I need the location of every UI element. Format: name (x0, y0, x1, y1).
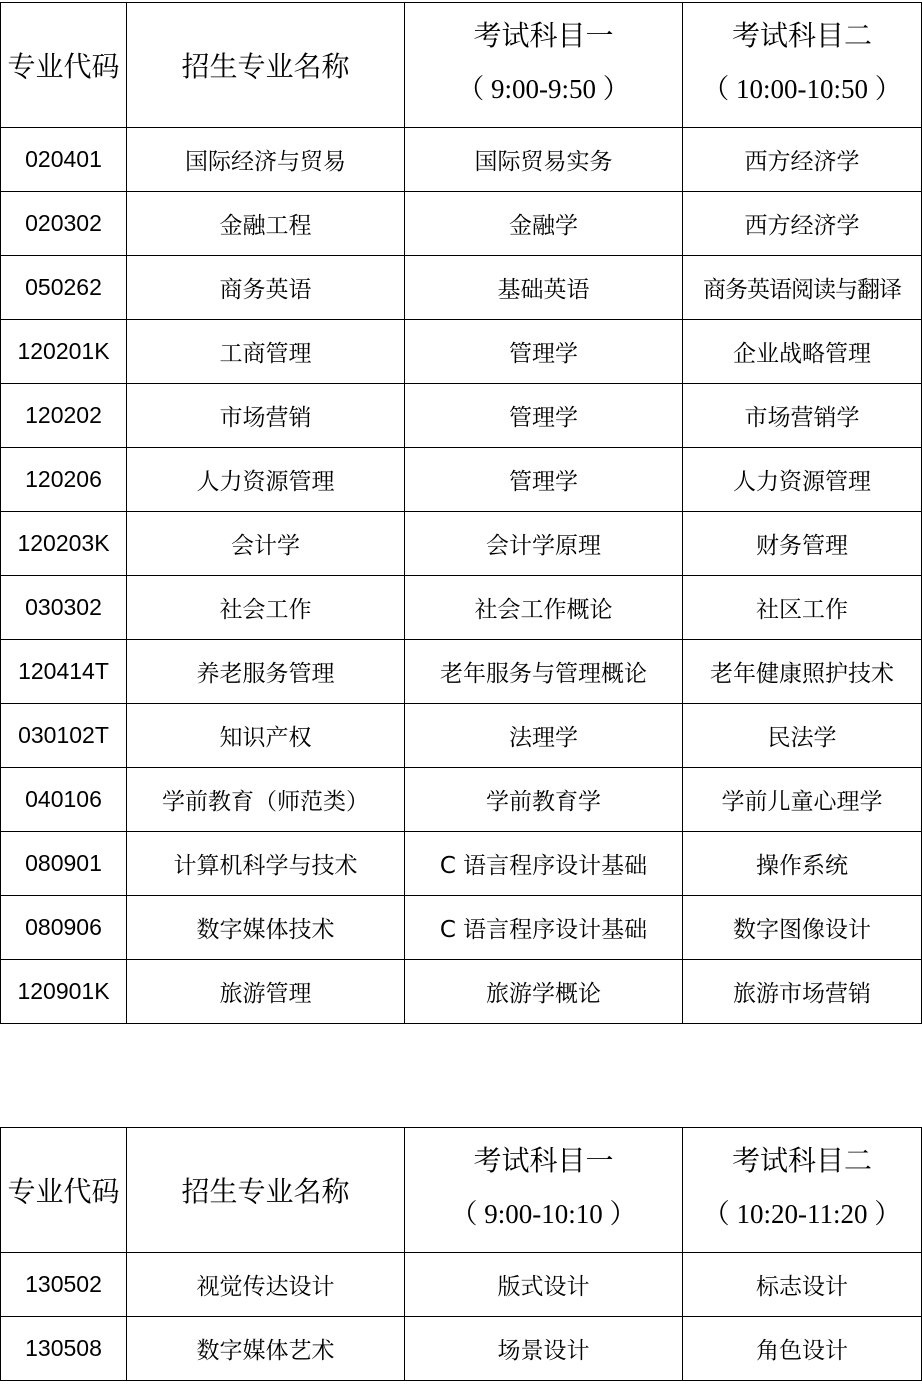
header-subject1-time: （ 9:00-9:50 ） (457, 74, 630, 104)
cell-code: 130508 (1, 1317, 127, 1381)
cell-major: 工商管理 (127, 320, 405, 384)
cell-subject2: 民法学 (683, 704, 922, 768)
cell-major: 市场营销 (127, 384, 405, 448)
table-row (1, 512, 922, 576)
header-subject2 (683, 1128, 922, 1253)
cell-major: 养老服务管理 (127, 640, 405, 704)
table-row (1, 640, 922, 704)
cell-subject2: 角色设计 (683, 1317, 922, 1381)
cell-subject1: C 语言程序设计基础 (405, 832, 683, 896)
header-subject2 (683, 3, 922, 128)
exam-schedule-table-1 (0, 2, 922, 1024)
cell-code: 040106 (1, 768, 127, 832)
cell-subject2: 西方经济学 (683, 128, 922, 192)
cell-major: 数字媒体技术 (127, 896, 405, 960)
table-row (1, 448, 922, 512)
cell-code: 120206 (1, 448, 127, 512)
cell-code: 020401 (1, 128, 127, 192)
cell-subject1: 基础英语 (405, 256, 683, 320)
cell-subject2: 商务英语阅读与翻译 (683, 256, 922, 320)
cell-subject2: 人力资源管理 (683, 448, 922, 512)
cell-major: 金融工程 (127, 192, 405, 256)
cell-subject1: 老年服务与管理概论 (405, 640, 683, 704)
table-header-row (1, 3, 922, 128)
cell-subject2: 西方经济学 (683, 192, 922, 256)
table-row (1, 960, 922, 1024)
table-row (1, 128, 922, 192)
cell-subject1: 管理学 (405, 384, 683, 448)
cell-subject2: 社区工作 (683, 576, 922, 640)
cell-code: 130502 (1, 1253, 127, 1317)
cell-major: 商务英语 (127, 256, 405, 320)
cell-major: 国际经济与贸易 (127, 128, 405, 192)
exam-schedule-table-2 (0, 1127, 922, 1381)
cell-subject2: 操作系统 (683, 832, 922, 896)
cell-major: 人力资源管理 (127, 448, 405, 512)
table-row (1, 576, 922, 640)
cell-subject1: 金融学 (405, 192, 683, 256)
table-row (1, 192, 922, 256)
cell-subject1: 管理学 (405, 320, 683, 384)
cell-subject1: 社会工作概论 (405, 576, 683, 640)
cell-code: 120203K (1, 512, 127, 576)
cell-code: 020302 (1, 192, 127, 256)
header-subject1-title: 考试科目一 (473, 1144, 614, 1177)
cell-subject2: 学前儿童心理学 (683, 768, 922, 832)
table-row (1, 256, 922, 320)
cell-subject1: 版式设计 (405, 1253, 683, 1317)
cell-subject1: 场景设计 (405, 1317, 683, 1381)
table-row (1, 896, 922, 960)
table-row (1, 704, 922, 768)
cell-code: 120201K (1, 320, 127, 384)
cell-subject1: 国际贸易实务 (405, 128, 683, 192)
cell-subject2: 标志设计 (683, 1253, 922, 1317)
header-code: 专业代码 (1, 3, 127, 128)
cell-major: 视觉传达设计 (127, 1253, 405, 1317)
cell-subject2: 企业战略管理 (683, 320, 922, 384)
cell-subject2: 数字图像设计 (683, 896, 922, 960)
header-subject2-time: （ 10:00-10:50 ） (702, 74, 902, 104)
header-subject1 (405, 1128, 683, 1253)
cell-code: 120414T (1, 640, 127, 704)
cell-major: 会计学 (127, 512, 405, 576)
cell-code: 120202 (1, 384, 127, 448)
cell-subject2: 旅游市场营销 (683, 960, 922, 1024)
cell-major: 知识产权 (127, 704, 405, 768)
cell-subject1: 管理学 (405, 448, 683, 512)
cell-code: 030102T (1, 704, 127, 768)
table-row (1, 320, 922, 384)
cell-subject1: 法理学 (405, 704, 683, 768)
table-row (1, 384, 922, 448)
table-row (1, 832, 922, 896)
table-row (1, 768, 922, 832)
header-major: 招生专业名称 (127, 3, 405, 128)
cell-code: 030302 (1, 576, 127, 640)
header-subject1 (405, 3, 683, 128)
cell-code: 080901 (1, 832, 127, 896)
cell-code: 120901K (1, 960, 127, 1024)
cell-subject1: 学前教育学 (405, 768, 683, 832)
cell-subject1: C 语言程序设计基础 (405, 896, 683, 960)
cell-major: 旅游管理 (127, 960, 405, 1024)
header-subject1-title: 考试科目一 (473, 19, 614, 52)
cell-code: 080906 (1, 896, 127, 960)
header-subject2-title: 考试科目二 (731, 1144, 872, 1177)
cell-subject2: 财务管理 (683, 512, 922, 576)
table-row (1, 1253, 922, 1317)
cell-subject1: 旅游学概论 (405, 960, 683, 1024)
table-row (1, 1317, 922, 1381)
cell-major: 数字媒体艺术 (127, 1317, 405, 1381)
cell-code: 050262 (1, 256, 127, 320)
cell-subject1: 会计学原理 (405, 512, 683, 576)
header-subject2-time: （ 10:20-11:20 ） (702, 1199, 902, 1229)
cell-major: 学前教育（师范类） (127, 768, 405, 832)
table-header-row (1, 1128, 922, 1253)
cell-major: 社会工作 (127, 576, 405, 640)
header-subject2-title: 考试科目二 (731, 19, 872, 52)
header-major: 招生专业名称 (127, 1128, 405, 1253)
header-code: 专业代码 (1, 1128, 127, 1253)
cell-major: 计算机科学与技术 (127, 832, 405, 896)
header-subject1-time: （ 9:00-10:10 ） (450, 1199, 637, 1229)
cell-subject2: 市场营销学 (683, 384, 922, 448)
cell-subject2: 老年健康照护技术 (683, 640, 922, 704)
